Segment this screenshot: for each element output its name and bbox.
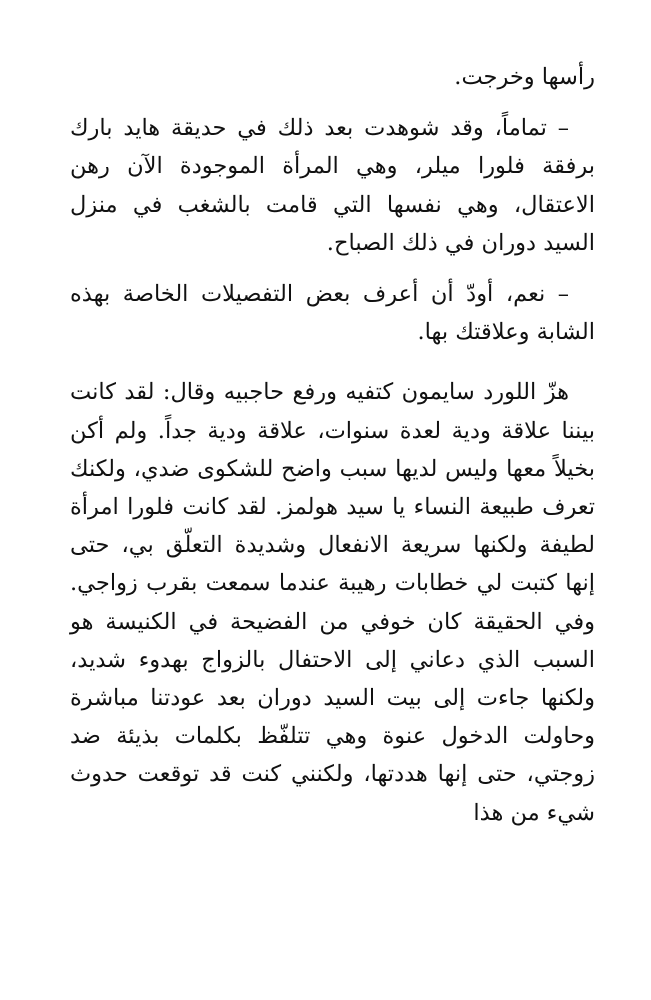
paragraph-narrative: هزّ اللورد سايمون كتفيه ورفع حاجبيه وقال: لقد كانت بيننا علاقة ودية لعدة سنوات، علاقة ودية جداً. ولم أكن بخيلاً معها وليس لديها سبب واضح للشكوى ضدي، ولكنك تعرف طبيعة النساء يا سيد هولمز. لقد كانت فلورا امرأة لطيفة ولكنها سريعة الانفعال وشديدة التعلّق بي، حتى إنها كتبت لي خطابات رهيبة عندما سمعت بقرب زواجي. وفي الحقيقة كان خوفي من الفضيحة في الكنيسة هو السبب الذي دعاني إلى الاحتفال بالزواج بهدوء شديد، ولكنها جاءت إلى بيت السيد دوران بعد عودتنا مباشرة وحاولت الدخول عنوة وهي تتلفّظ بكلمات بذيئة ضد زوجتي، حتى إنها هددتها، ولكنني كنت قد توقعت حدوث شيء من هذا (70, 379, 595, 826)
paragraph-continuation: رأسها وخرجت. (454, 64, 595, 90)
paragraph-dialogue-2: – نعم، أودّ أن أعرف بعض التفصيلات الخاصة بهذه الشابة وعلاقتك بها. (70, 281, 595, 346)
book-page (70, 58, 595, 845)
paragraph-dialogue-1: – تماماً، وقد شوهدت بعد ذلك في حديقة هايد بارك برفقة فلورا ميلر، وهي المرأة الموجودة الآن رهن الاعتقال، وهي نفسها التي قامت بالشغب في منزل السيد دوران في ذلك الصباح. (70, 115, 595, 256)
